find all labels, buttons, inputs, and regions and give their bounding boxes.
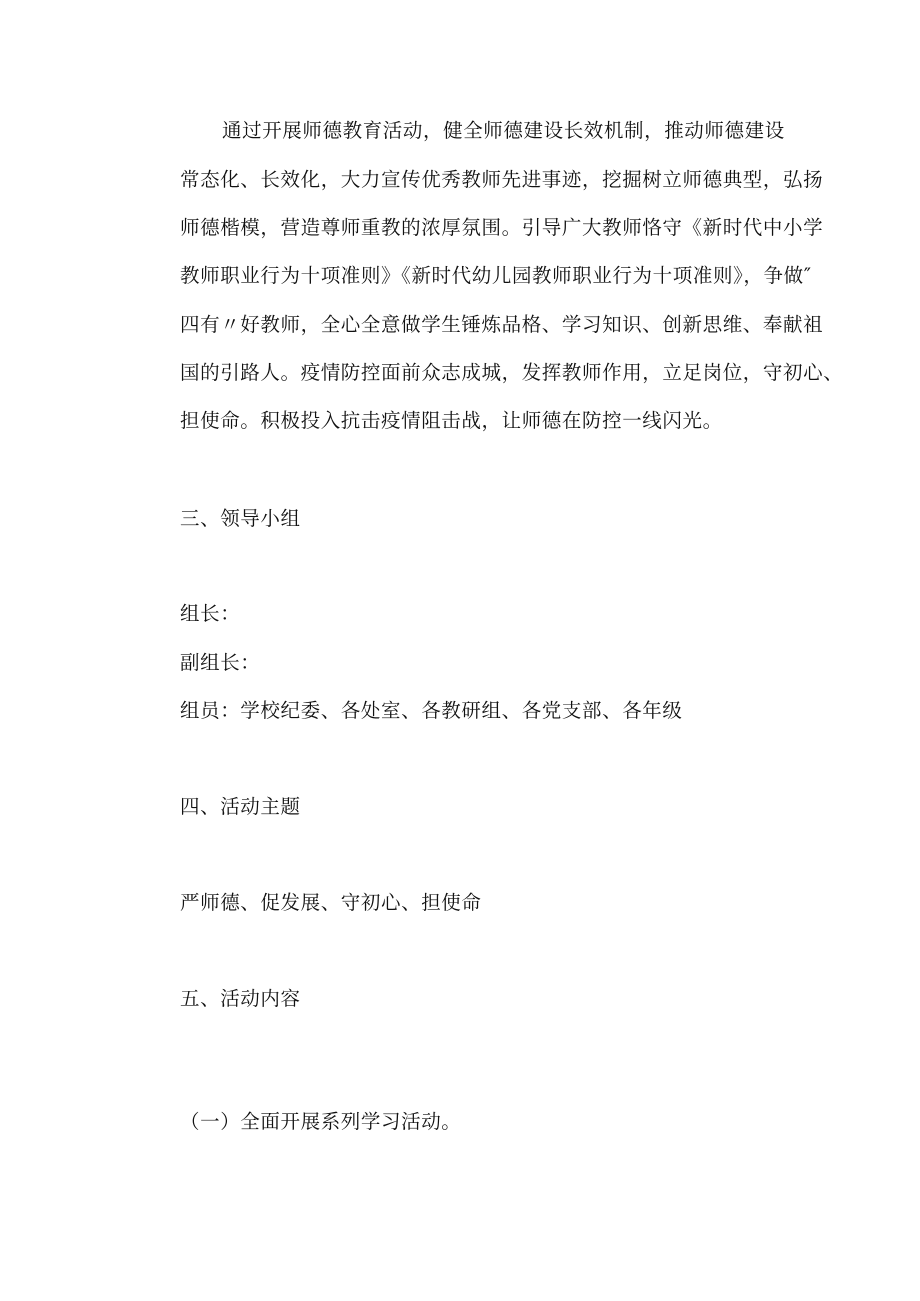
intro-line-3: 师德楷模，营造尊师重教的浓厚氛围。引导广大教师恪守《新时代中小学 <box>180 216 824 239</box>
intro-line-4: 教师职业行为十项准则》《新时代幼儿园教师职业行为十项准则》，争做″ <box>180 264 812 287</box>
intro-line-7: 担使命。积极投入抗击疫情阻击战，让师德在防控一线闪光。 <box>180 409 723 432</box>
section5-heading: 五、活动内容 <box>180 987 301 1010</box>
vice-leader-line: 副组长： <box>180 651 261 674</box>
leader-line: 组长： <box>180 602 241 625</box>
subsection1-heading: （一）全面开展系列学习活动。 <box>180 1110 462 1133</box>
section3-heading: 三、领导小组 <box>180 507 301 530</box>
section4-heading: 四、活动主题 <box>180 795 301 818</box>
intro-line-2: 常态化、长效化，大力宣传优秀教师先进事迹，挖掘树立师德典型，弘扬 <box>180 168 824 191</box>
intro-line-5: 四有〃好教师，全心全意做学生锤炼品格、学习知识、创新思维、奉献祖 <box>180 313 824 336</box>
theme-line: 严师德、促发展、守初心、担使命 <box>180 891 482 914</box>
members-line: 组员：学校纪委、各处室、各教研组、各党支部、各年级 <box>180 699 683 722</box>
intro-line-1: 通过开展师德教育活动，健全师德建设长效机制，推动师德建设 <box>222 119 785 142</box>
intro-line-6: 国的引路人。疫情防控面前众志成城，发挥教师作用，立足岗位，守初心、 <box>180 361 844 384</box>
